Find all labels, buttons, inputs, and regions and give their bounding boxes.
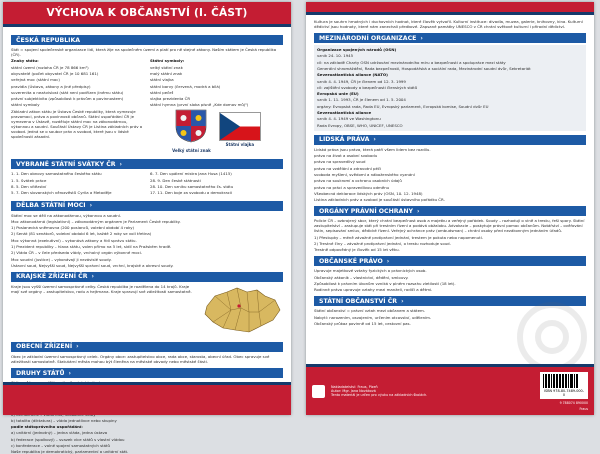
symboly-item: státní pečeť xyxy=(150,89,174,95)
deleni-item: Moc zákonodárná (legislativní) – zákonodárným orgánem je Parlament České republiky. xyxy=(11,218,181,224)
mo-panel xyxy=(314,45,586,131)
barcode-bars xyxy=(543,374,585,388)
druhy-item: c) konfederace – volné spojení samostatných států xyxy=(11,442,110,448)
chevron-right-icon: › xyxy=(417,207,420,215)
deleni-item: Ústavní soud, Nejvyšší soud, Nejvyšší správní soud, vrchní, krajské a okresní soudy. xyxy=(11,262,174,268)
section-header-obecni-zrizeni: OBECNÍ ZŘÍZENÍ › xyxy=(11,342,283,352)
mo-item: Organizace spojených národů (OSN) xyxy=(317,47,397,53)
svatek-item: 5. 7. Den slovanských věrozvěstů Cyrila a Metoděje xyxy=(11,190,112,196)
deleni-item: 1) Poslanecká sněmovna (200 poslanců, volební období 4 roky) xyxy=(11,225,135,231)
mo-item: orgány: Evropská rada, Rada EU, Evropský parlament, Evropská komise, Soudní dvůr EU xyxy=(317,103,489,109)
znaky-item: státní symboly xyxy=(11,102,40,108)
znaky-item: veřejná moc (státní moc) xyxy=(11,77,60,83)
kultura-text: Kultura je souhrn hmotných i duchovních hodnot, které člověk vytvořil. Kulturní instituce: divadla, muzea, galerie, knihovny, kina. Kulturní dědictví jsou hodnoty, které nám zanechali předkové. Zapsané památky UNESCO v ČR chrání světové kulturní i přírodní dědictví. xyxy=(314,19,583,30)
czech-flag-icon xyxy=(219,112,261,141)
watermark-logo xyxy=(516,301,588,373)
druhy-tail: Naše republika je demokratický, parlamentní a unitární stát. xyxy=(11,449,129,454)
znaky-item: suverenita a nezávislost (stát není podřízen jinému státu) xyxy=(11,89,124,95)
symboly-item: státní vlajka xyxy=(150,77,174,83)
section-header-delba-moci: DĚLBA STÁTNÍ MOCI › xyxy=(11,201,283,211)
opo-text: Policie ČR – ozbrojený sbor, který chrání bezpečnost osob a majetku a veřejný pořádek. Soudy – rozhodují o vině a trestu, řeší spory. Státní zastupitelství – zastupuje stát při trestním řízení a podává obžalobu. Advokacie – poskytuje právní pomoc občanům. Notářství – ověřování listin, sepisování smluv, dědické řízení. Veřejný ochránce práv (ombudsman) – chrání osoby před nezákonným jednáním úřadů. xyxy=(314,218,585,234)
deleni-intro: Státní moc se dělí na zákonodárnou, výkonnou a soudní. xyxy=(11,212,122,218)
section-header-statni-svatky: VYBRANÉ STÁTNÍ SVÁTKY ČR › xyxy=(11,159,283,169)
mo-item: cíl: na základě Charty OSN udržování mezinárodního míru a bezpečnosti a spolupráce mezi státy xyxy=(317,59,506,65)
deleni-item: 2) Vláda ČR – v čele předseda vlády, vrcholný orgán výkonné moci. xyxy=(11,250,143,256)
znaky-item: obyvatelé (počet obyvatel ČR je 10 681 161) xyxy=(11,70,99,76)
isbn-text: ISBN 978-80-7489-000-0 xyxy=(544,388,584,397)
chevron-right-icon: › xyxy=(119,160,123,168)
lp-item: svoboda myšlení, svědomí a náboženského vyznání xyxy=(314,171,415,177)
svatek-item: 28. 10. Den vzniku samostatného čs. státu xyxy=(150,184,234,189)
chevron-right-icon: › xyxy=(89,202,93,210)
mo-item: vznik 4. 4. 1949 ve Washingtonu xyxy=(317,116,381,122)
mo-item: vznik 1. 11. 1993, ČR je členem od 1. 5. 2004 xyxy=(317,97,406,103)
kraje-text: Kraje jsou vyšší územní samosprávné celky. Česká republika je rozdělena do 14 krajů. Kraje mají své orgány – zastupitelstvo, radu a hejtmana. Kraje spravují své záležitosti samostatně. xyxy=(11,283,192,294)
coat-of-arms-icon xyxy=(175,109,207,143)
chevron-right-icon: › xyxy=(91,273,94,281)
druhy-item: b) totalita (diktatura) – vláda jednotlivce nebo skupiny xyxy=(11,417,117,423)
deleni-item: Moc soudní (justice) – vykonávají ji nezávislé soudy. xyxy=(11,256,112,262)
svatek-item: 1. 5. Svátek práce xyxy=(11,177,47,183)
znaky-title: Znaky státu: xyxy=(11,58,39,64)
czech-map-icon xyxy=(201,284,283,338)
chevron-right-icon: › xyxy=(68,369,71,377)
symboly-title: Státní symboly: xyxy=(150,58,185,64)
symboly-item: státní barvy (červená, modrá a bílá) xyxy=(150,83,221,89)
sob-item: Nabytí: narozením, osvojením, určením otcovství, udělením. xyxy=(314,314,432,320)
right-top-band xyxy=(306,2,594,15)
mo-item: vznik 4. 4. 1949, ČR je členem od 12. 3. 1999 xyxy=(317,78,406,84)
right-page xyxy=(306,2,594,415)
chevron-right-icon: › xyxy=(386,257,390,265)
sob-item: Státní občanství = právní vztah mezi občanem a státem. xyxy=(314,308,425,314)
deleni-item: 1) Prezident republiky – hlava státu, volen přímo na 5 let, sídlí na Pražském hradě. xyxy=(11,243,172,249)
mo-item: vznik 24. 10. 1945 xyxy=(317,53,354,59)
lp-item: Listina základních práv a svobod je součástí ústavního pořádku ČR. xyxy=(314,197,445,203)
publisher-logo-icon xyxy=(312,385,325,398)
chevron-right-icon: › xyxy=(373,136,376,144)
section-header-organy-pravni-ochrany: ORGÁNY PRÁVNÍ OCHRANY › xyxy=(314,206,586,216)
mo-item: Evropská unie (EU) xyxy=(317,91,359,97)
chevron-right-icon: › xyxy=(401,297,404,305)
svatek-item: 17. 11. Den boje za svobodu a demokracii xyxy=(150,190,233,196)
obce-text: Obec je základní územní samosprávný celek. Orgány obce: zastupitelstvo obce, rada obce, starosta, obecní úřad. Obec spravuje své záležitosti samostatně. Statutární města mohou být členěna na městské obvody nebo městské části. xyxy=(11,353,270,364)
lp-item: právo na soukromí a ochranu osobních údajů xyxy=(314,178,402,184)
lp-item: Všeobecná deklarace lidských práv (OSN, 10. 12. 1948) xyxy=(314,190,423,196)
mo-item: Rada Evropy, OBSE, WHO, UNICEF, UNESCO xyxy=(317,122,403,128)
section-header-lidska-prava: LIDSKÁ PRÁVA › xyxy=(314,135,586,145)
emblem-caption: Velký státní znak xyxy=(172,148,211,154)
barcode xyxy=(540,372,588,399)
lp-item: právo na spravedlivý soud xyxy=(314,159,366,165)
ob-item: Upravuje majetkové vztahy fyzických a právnických osob. xyxy=(314,268,427,274)
druhy-item: a) unitární (jednotný) – jedna vláda, jedna ústava xyxy=(11,430,108,436)
opo-item: Trestně odpovědný je člověk od 15 let věku. xyxy=(314,247,400,253)
deleni-item: Moc výkonná (exekutivní) – vykonává zákony a řídí správu státu. xyxy=(11,237,137,243)
ob-item: Způsobilost k právním úkonům vzniká v plném rozsahu zletilostí (18 let). xyxy=(314,280,456,286)
lp-item: Lidská práva jsou práva, která patří všem lidem bez rozdílu. xyxy=(314,146,431,152)
svatek-item: 28. 9. Den české státnosti xyxy=(150,177,201,183)
ob-item: Rodinné právo upravuje vztahy mezi manželi, rodiči a dětmi. xyxy=(314,287,433,293)
cr-intro: Stát = spojení společenské organizace lidí, která žije na společném území a platí pro ně stejné zákony. Naším státem je Česká republika (ČR). xyxy=(11,47,277,58)
znaky-item: státní území (rozloha ČR je 78 866 km²) xyxy=(11,64,89,70)
deleni-item: 2) Senát (81 senátorů, volební období 6 let, každé 2 roky se volí třetina) xyxy=(11,231,152,237)
sob-item: Občanský průkaz povinně od 15 let, cestovní pas. xyxy=(314,320,411,326)
mo-item: Generální shromáždění, Rada bezpečnosti, Hospodářská a sociální rada, Mezinárodní soudní dvůr, Sekretariát xyxy=(317,66,531,72)
druhy-item: b) federace (spolkový) – svazek více států s vlastní vládou xyxy=(11,436,125,442)
lp-item: právo na život a osobní svobodu xyxy=(314,153,378,159)
symboly-item: vlajka prezidenta ČR xyxy=(150,96,191,102)
symboly-item: státní hymna (první sloka písně „Kde domov můj") xyxy=(150,102,249,108)
publisher-name: Fraus xyxy=(579,406,588,411)
lp-item: právo na vzdělání a zdravotní péči xyxy=(314,165,382,171)
mo-item: cíl: zajištění svobody a bezpečnosti členských států xyxy=(317,84,418,90)
section-header-mezinarodni-organizace: MEZINÁRODNÍ ORGANIZACE › xyxy=(314,33,586,43)
symboly-item: malý státní znak xyxy=(150,70,183,76)
opo-item: 1) Přestupky – méně závažné protiprávní jednání, trestem je pokuta nebo napomenutí. xyxy=(314,234,483,240)
flag-caption: Státní vlajka xyxy=(225,142,255,148)
ob-item: Občanský zákoník – vlastnictví, dědění, smlouvy. xyxy=(314,274,409,280)
section-header-krajske-zrizeni: KRAJSKÉ ZŘÍZENÍ ČR › xyxy=(11,272,283,282)
section-header-obcanske-pravo: OBČANSKÉ PRÁVO › xyxy=(314,256,586,266)
cr-extra: Základní zákon státu je Ústava České republiky, která vymezuje pravomoci, práva a povinnosti občanů. Státní uspořádání ČR je vymezeno v Ústavě, rozděluje státní moc na zákonodárnou, výkonnou a soudní. Součástí Ústavy ČR je Listina základních práv a svobod. Jedná se o soubor práv a svobod, které jsou v lidské společnosti zásadní. xyxy=(11,108,143,140)
svatek-item: 6. 7. Den upálení mistra Jana Husa (1415) xyxy=(150,171,232,177)
znaky-item: právní subjektivita (způsobilost k právům a povinnostem) xyxy=(11,96,124,102)
znaky-item: pravidla (Ústava, zákony a jiné předpisy) xyxy=(11,83,91,89)
lp-item: právo na práci a spravedlivou odměnu xyxy=(314,184,390,190)
svatek-item: 1. 1. Den obnovy samostatného českého státu xyxy=(11,171,102,177)
right-footer xyxy=(306,364,594,415)
barcode-number: 9 788074 890000 xyxy=(559,400,588,405)
chevron-right-icon: › xyxy=(76,343,79,351)
opo-item: 2) Trestné činy – závažné protiprávní jednání, o trestu rozhoduje soud. xyxy=(314,240,451,246)
mo-item: Severoatlantická aliance (NATO) xyxy=(317,72,388,78)
page-title: VÝCHOVA K OBČANSTVÍ (I. ČÁST) xyxy=(3,2,291,27)
left-footer-band xyxy=(3,382,291,415)
chevron-right-icon: › xyxy=(420,34,423,42)
svatek-item: 8. 5. Den vítězství xyxy=(11,184,47,189)
footer-text: Nakladatelství: Fraus, Plzeň Autor: Mgr. Jana Nováková Tento materiál je určen pro výuku na základních školách. xyxy=(331,384,428,398)
symboly-item: velký státní znak xyxy=(150,64,183,70)
left-page xyxy=(3,2,291,454)
section-header-statni-obcanstvi: STÁTNÍ OBČANSTVÍ ČR › xyxy=(314,296,586,306)
mo-item: Severoatlantická aliance xyxy=(317,110,372,115)
section-header-ceska-republika: ČESKÁ REPUBLIKA xyxy=(11,35,283,45)
druhy-item: podle státoprávního uspořádání: xyxy=(11,424,83,430)
section-header-druhy-statu: DRUHY STÁTŮ › xyxy=(11,368,283,378)
